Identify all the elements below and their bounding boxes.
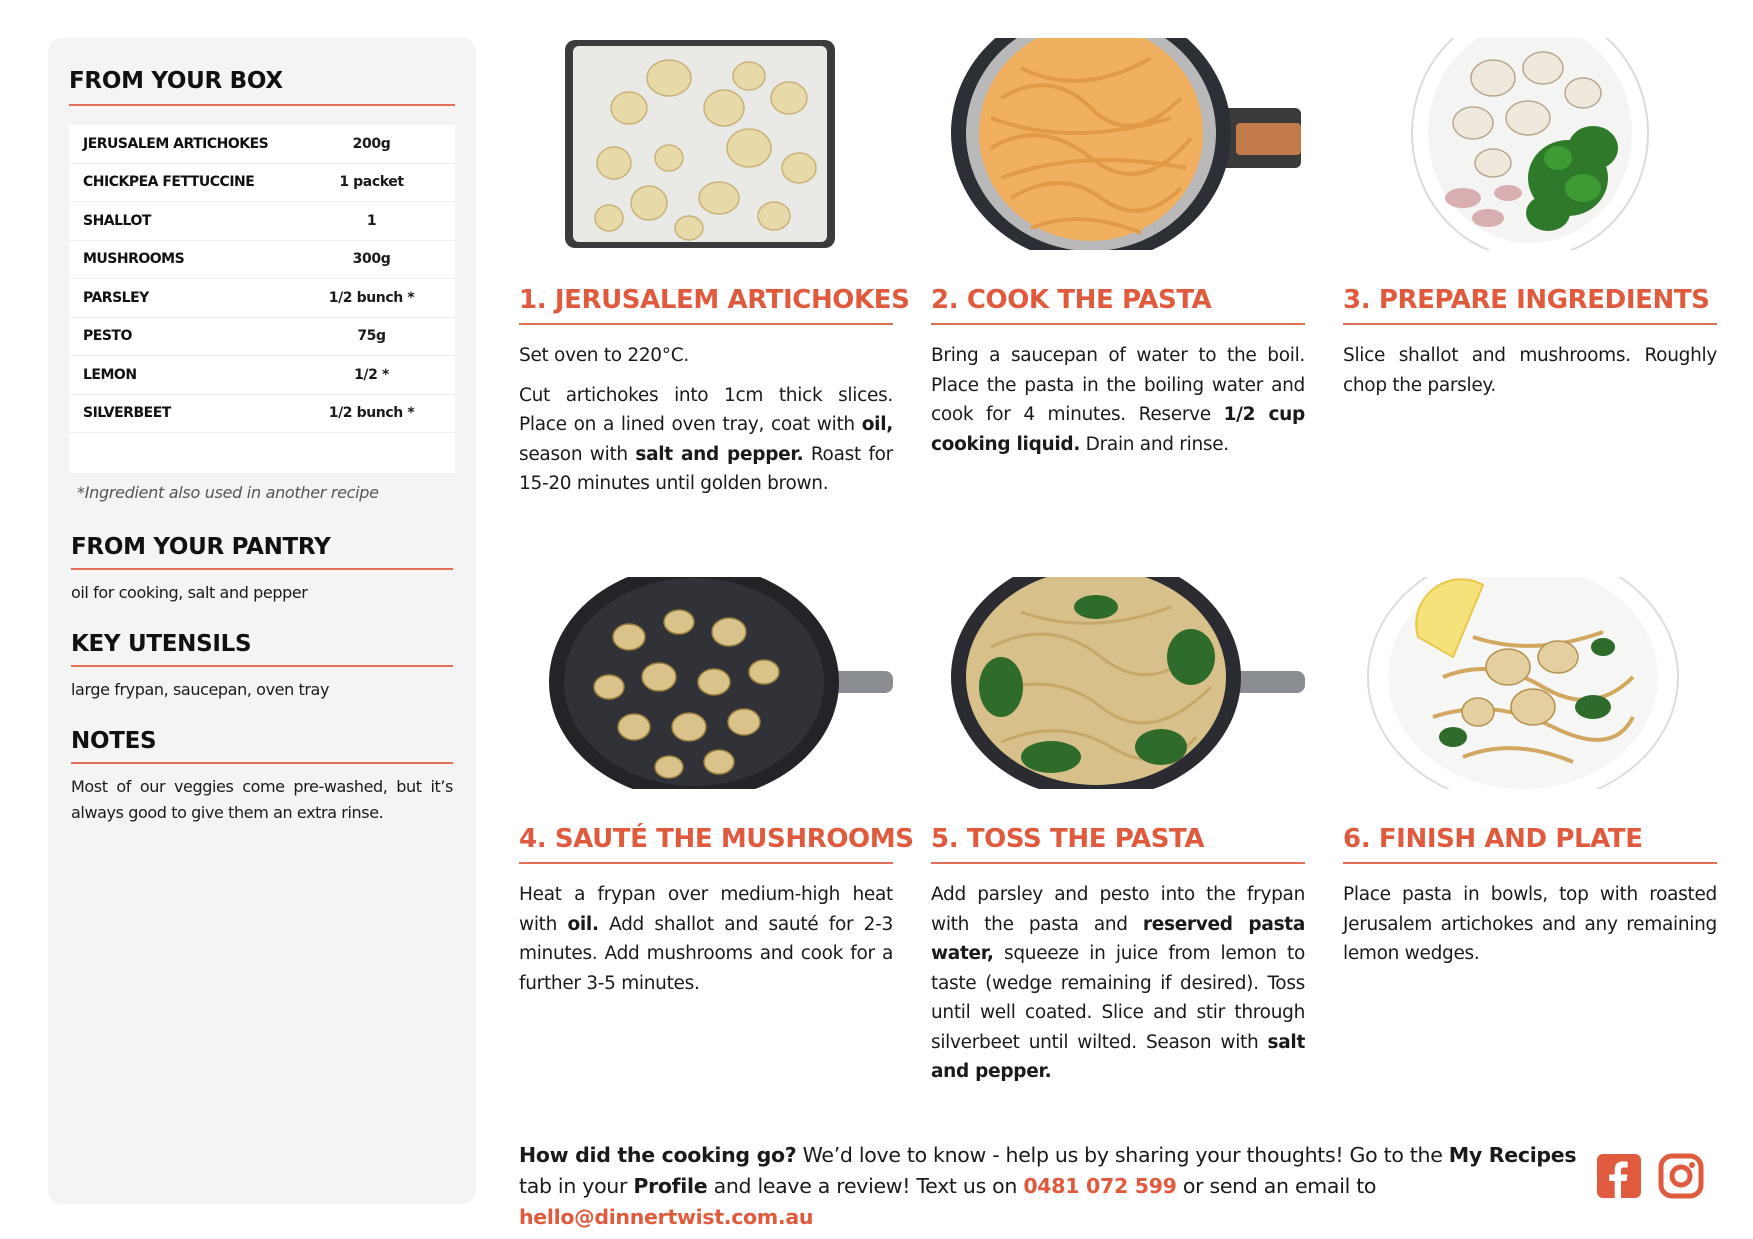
ingredient-row [69, 241, 455, 280]
step-4 [519, 577, 914, 998]
step-2-photo [931, 38, 1305, 250]
ingredient-row [69, 125, 455, 164]
step-6-heading: 6. FINISH AND PLATE [1343, 824, 1643, 854]
instagram-icon[interactable] [1658, 1153, 1704, 1199]
ingredient-name: SHALLOT [83, 212, 151, 229]
step-3-photo [1343, 38, 1717, 250]
my-recipes-link[interactable]: My Recipes [1448, 1143, 1577, 1167]
step-divider [931, 323, 1305, 325]
step-divider [1343, 323, 1717, 325]
step-6 [1343, 577, 1717, 969]
ingredient-name: JERUSALEM ARTICHOKES [83, 135, 269, 152]
profile-link[interactable]: Profile [633, 1174, 708, 1198]
ingredient-table [69, 125, 455, 473]
ingredient-qty: 300g [352, 251, 391, 268]
ingredient-row [69, 279, 455, 318]
step-4-photo [519, 577, 893, 789]
ingredient-name: PARSLEY [83, 289, 149, 306]
ingredients-sidebar [48, 38, 476, 1204]
ingredient-qty: 1/2 bunch * [328, 289, 415, 306]
section-divider [71, 665, 453, 667]
ingredient-qty: 75g [357, 328, 386, 345]
step-6-photo [1343, 577, 1717, 789]
pantry-title: FROM YOUR PANTRY [71, 534, 331, 560]
notes-title: NOTES [71, 728, 157, 754]
ingredient-row [69, 318, 455, 357]
ingredient-qty: 1/2 bunch * [328, 405, 415, 422]
ingredient-name: LEMON [83, 366, 137, 383]
step-4-heading: 4. SAUTÉ THE MUSHROOMS [519, 824, 914, 854]
section-divider [69, 104, 455, 106]
ingredient-qty: 1 [366, 212, 377, 229]
pantry-text: oil for cooking, salt and pepper [71, 583, 308, 602]
from-your-box-title: FROM YOUR BOX [69, 68, 283, 94]
ingredient-row [69, 356, 455, 395]
from-your-box-section [69, 68, 455, 106]
step-3-heading: 3. PREPARE INGREDIENTS [1343, 285, 1710, 315]
utensils-section [71, 631, 453, 703]
pasta-strainer-image [931, 38, 1305, 250]
notes-section [71, 728, 453, 826]
step-divider [1343, 862, 1717, 864]
section-divider [71, 568, 453, 570]
plated-pasta-image [1343, 577, 1717, 789]
ingredient-row [69, 395, 455, 434]
ingredient-name: SILVERBEET [83, 405, 171, 422]
ingredient-qty: 1 packet [339, 174, 404, 191]
ingredient-footnote: *Ingredient also used in another recipe [77, 483, 379, 502]
step-1-heading: 1. JERUSALEM ARTICHOKES [519, 285, 910, 315]
step-1-para-2: Cut artichokes into 1cm thick slices. Place on a lined oven tray, coat with oil, season with salt and pepper. Roast for 15-20 minutes until golden brown. [519, 384, 893, 494]
section-divider [71, 762, 453, 764]
prepared-ingredients-image [1343, 38, 1717, 250]
pantry-section [71, 534, 453, 606]
facebook-icon[interactable] [1596, 1153, 1642, 1199]
feedback-question: How did the cooking go? [519, 1143, 797, 1167]
step-5-text: Add parsley and pesto into the frypan with the pasta and reserved pasta water, squeeze in juice from lemon to taste (wedge remaining if desired). Toss until well coated. Slice and stir through silverbeet until wilted. Season with salt and pepper. [931, 884, 1306, 1082]
step-5-photo [931, 577, 1305, 789]
tossed-pasta-image [931, 577, 1305, 789]
phone-link[interactable]: 0481 072 599 [1023, 1174, 1177, 1198]
step-1-para-1: Set oven to 220°C. [519, 345, 689, 366]
ingredient-qty: 200g [352, 135, 391, 152]
utensils-text: large frypan, saucepan, oven tray [71, 680, 330, 699]
ingredient-name: PESTO [83, 328, 132, 345]
step-1-text [519, 341, 893, 499]
step-divider [519, 323, 893, 325]
step-4-text: Heat a frypan over medium-high heat with oil. Add shallot and sauté for 2-3 minutes. Add mushrooms and cook for a further 3-5 minutes. [519, 884, 893, 994]
step-6-text: Place pasta in bowls, top with roasted Jerusalem artichokes and any remaining lemon wedges. [1343, 884, 1717, 964]
step-divider [931, 862, 1305, 864]
feedback-footer: How did the cooking go? We’d love to know - help us by sharing your thoughts! Go to the My Recipes tab in your Profile and leave a review! Text us on 0481 072 599 or send an email to hello@dinnertwist.com.au [519, 1143, 1577, 1229]
roasted-artichokes-image [519, 38, 893, 250]
ingredient-qty: 1/2 * [354, 366, 389, 383]
ingredient-row [69, 164, 455, 203]
step-1 [519, 38, 910, 499]
email-link[interactable]: hello@dinnertwist.com.au [519, 1205, 814, 1229]
notes-text: Most of our veggies come pre-washed, but it’s always good to give them an extra rinse. [71, 777, 453, 822]
utensils-title: KEY UTENSILS [71, 631, 252, 657]
step-1-photo [519, 38, 893, 250]
step-divider [519, 862, 893, 864]
ingredient-name: MUSHROOMS [83, 251, 185, 268]
sauteed-mushrooms-image [519, 577, 893, 789]
step-3-text: Slice shallot and mushrooms. Roughly chop the parsley. [1343, 345, 1717, 396]
ingredient-row [69, 202, 455, 241]
step-2 [931, 38, 1305, 459]
ingredient-name: CHICKPEA FETTUCCINE [83, 174, 255, 191]
step-2-text: Bring a saucepan of water to the boil. Place the pasta in the boiling water and cook for 4 minutes. Reserve 1/2 cup cooking liquid. Drain and rinse. [931, 345, 1305, 455]
step-3 [1343, 38, 1717, 400]
step-5-heading: 5. TOSS THE PASTA [931, 824, 1205, 854]
step-2-heading: 2. COOK THE PASTA [931, 285, 1212, 315]
step-5 [931, 577, 1305, 1087]
